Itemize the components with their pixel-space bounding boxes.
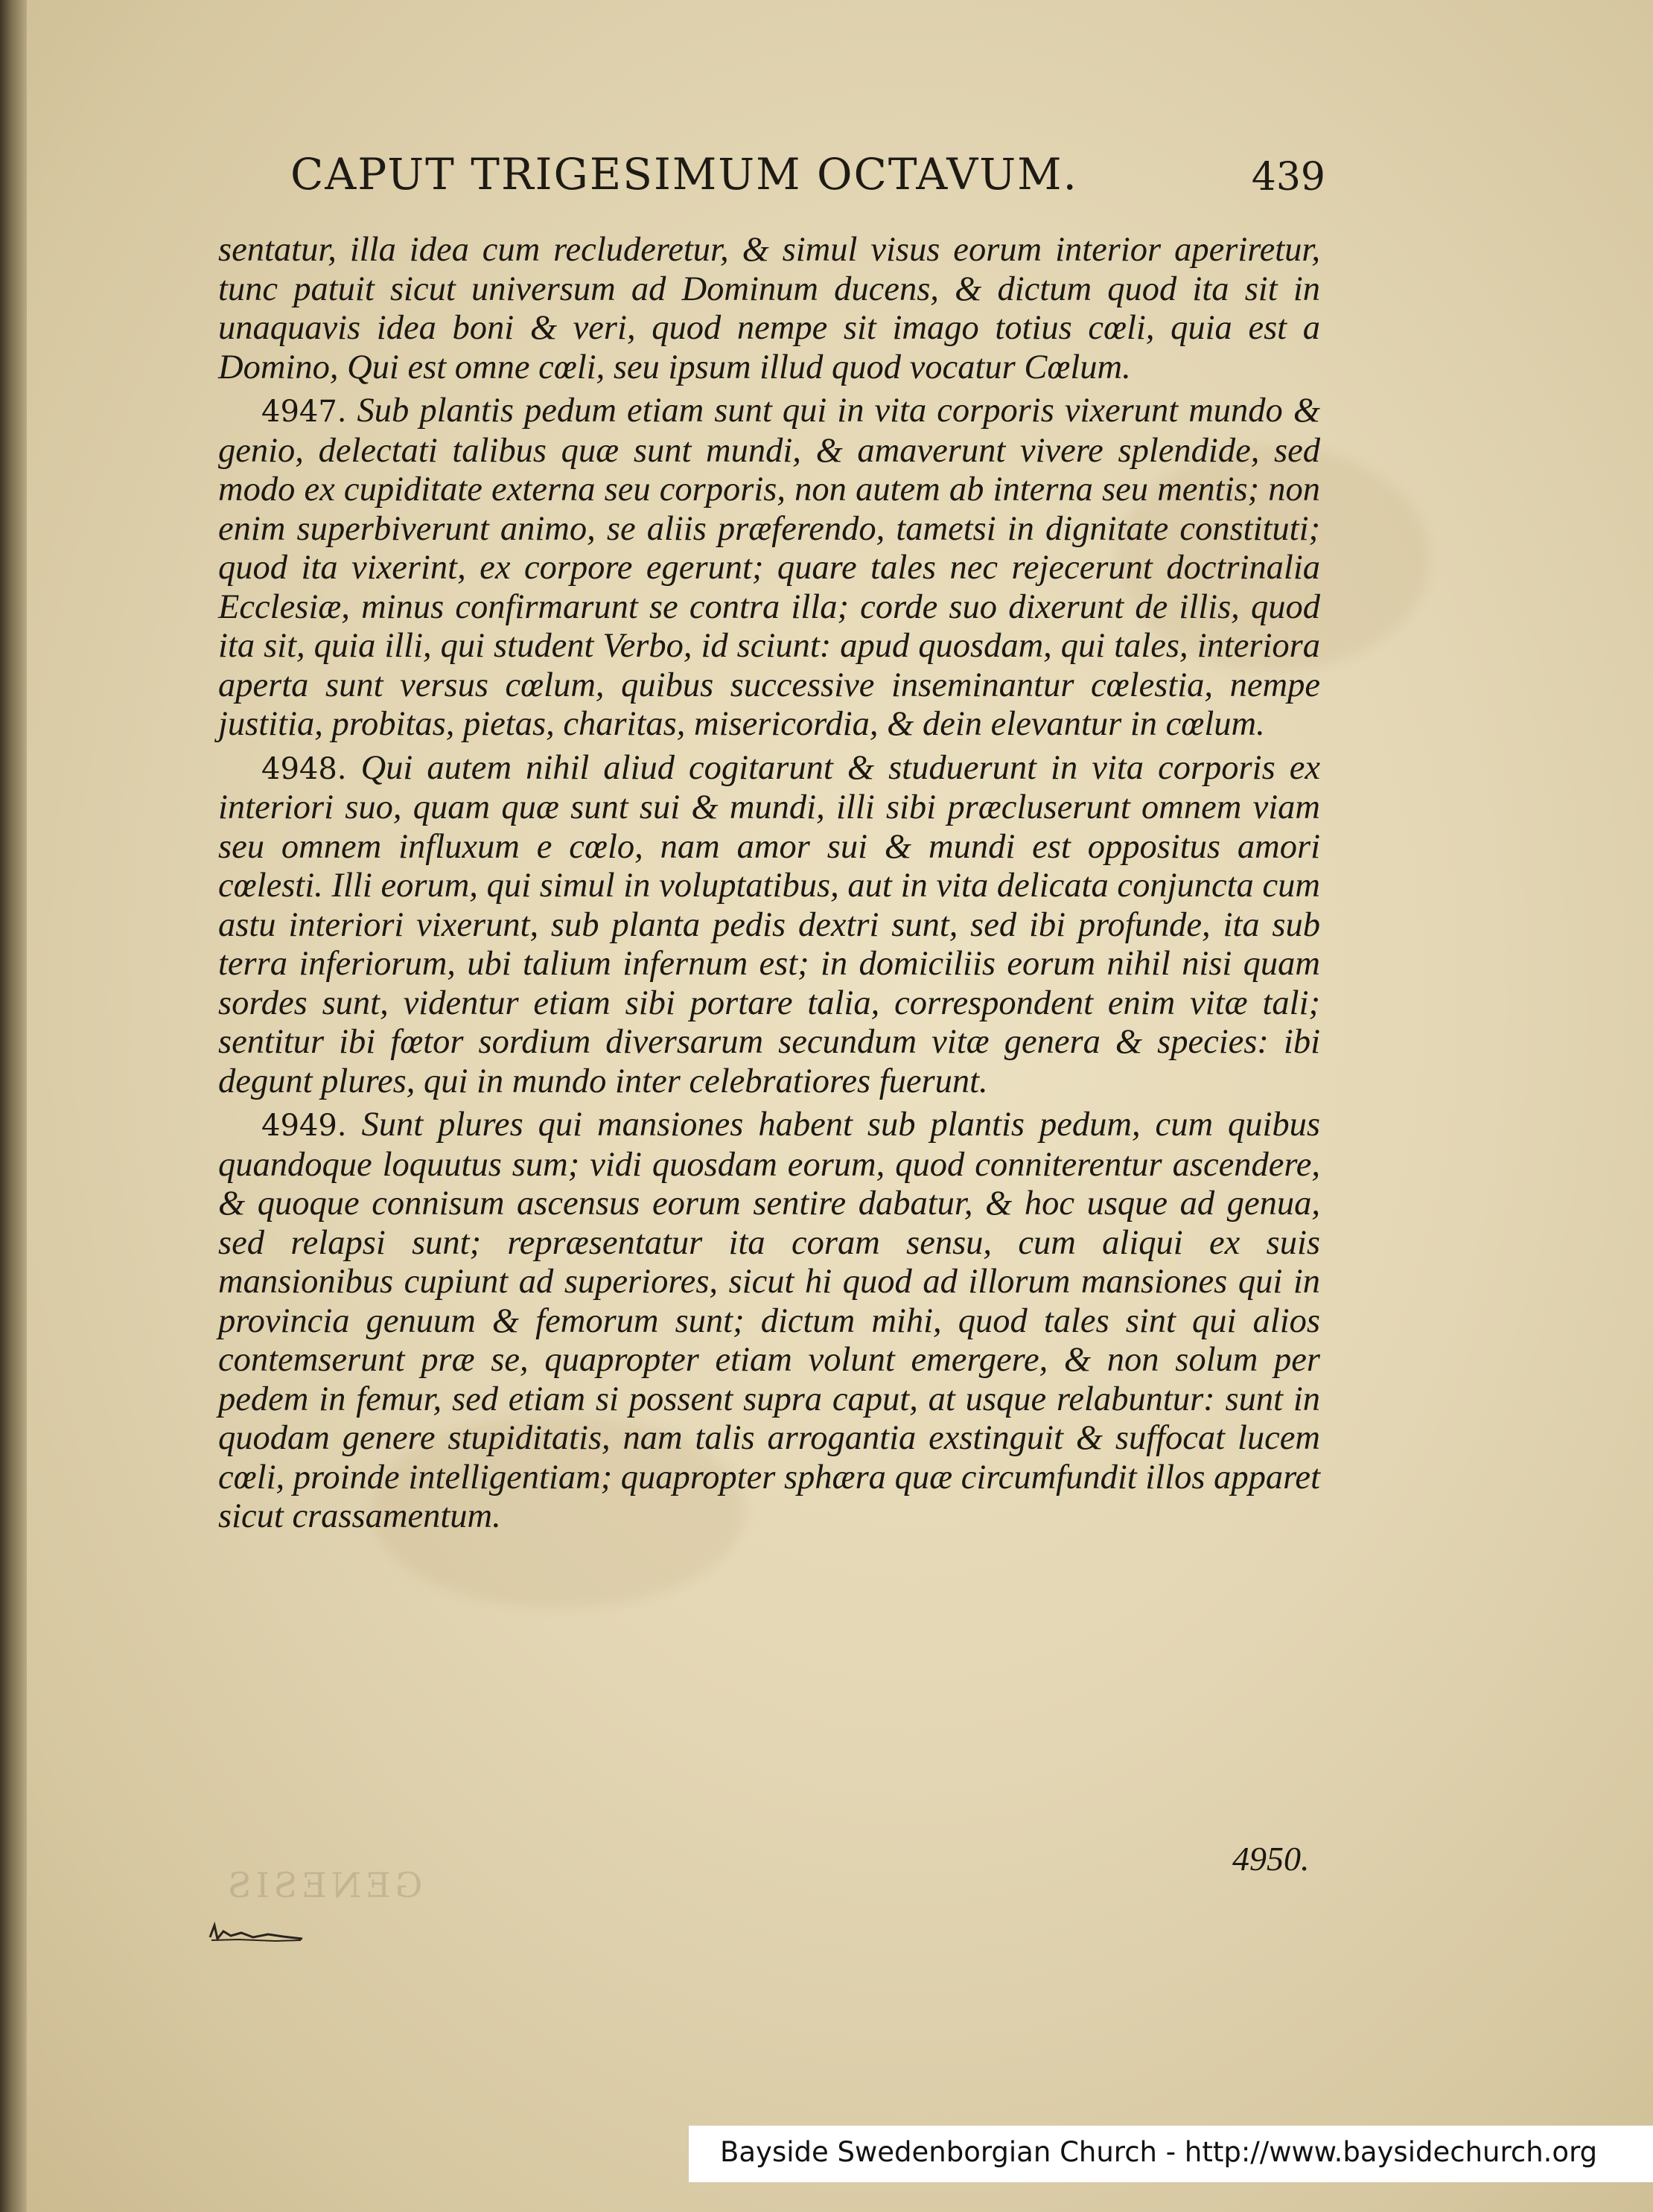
continuation-paragraph: sentatur, illa idea cum recluderetur, & simul visus eorum interior aperiretur, tunc patuit sicut universum ad Dominum ducens, & dictum quod ita sit in unaquavis idea boni & veri, quod nempe sit imago totius cœli, quia est a Domino, Qui est omne cœli, seu ipsum illud quod vocatur Cœlum. xyxy=(218,231,1320,386)
binding-shadow xyxy=(0,0,27,2212)
running-title: CAPUT TRIGESIMUM OCTAVUM. xyxy=(290,149,1078,200)
running-head xyxy=(290,149,1325,208)
bleed-through-text: GENESIS xyxy=(223,1865,423,1905)
paragraph-number: 4949. xyxy=(261,1109,347,1143)
ink-smudge-mark xyxy=(208,1921,305,1943)
page-number: 439 xyxy=(1251,155,1325,200)
body-text xyxy=(218,231,1320,1541)
paragraph-text: Sub plantis pedum etiam sunt qui in vita corporis vixerunt mundo & genio, delectati talibus quæ sunt mundi, & amaverunt vivere splendide, sed modo ex cupiditate externa seu corporis, non autem ab interna seu mentis; non enim superbiverunt animo, se aliis præferendo, tametsi in dignitate constituti; quod ita vixerint, ex corpore egerunt; quare tales nec rejecerunt doctrinalia Ecclesiæ, minus confirmarunt se contra illa; corde suo dixerunt de illis, quod ita sit, quia illi, qui student Verbo, id sciunt: apud quosdam, qui tales, interiora aperta sunt versus cœlum, quibus successive inseminantur cœlestia, nempe justitia, probitas, pietas, charitas, misericordia, & dein elevantur in cœlum. xyxy=(218,392,1320,743)
paragraph-4947 xyxy=(218,392,1320,745)
catchword: 4950. xyxy=(1232,1840,1310,1878)
paragraph-text: Qui autem nihil aliud cogitarunt & studuerunt in vita corporis ex interiori suo, quam quæ sunt sui & mundi, illi sibi præcluserunt omnem viam seu omnem influxum e cœlo, nam amor sui & mundi est oppositus amori cœlesti. Illi eorum, qui simul in voluptatibus, aut in vita delicata conjuncta cum astu interiori vixerunt, sub planta pedis dextri sunt, sed ibi profunde, ita sub terra inferiorum, ubi talium infernum est; in domiciliis eorum nihil nisi quam sordes sunt, videntur etiam sibi portare talia, correspondent enim vitæ tali; sentitur ibi fœtor sordium diversarum secundum vitæ genera & species: ibi degunt plures, qui in mundo inter celebratiores fuerunt. xyxy=(218,748,1320,1100)
paragraph-4948 xyxy=(218,749,1320,1102)
watermark-banner xyxy=(689,2126,1653,2182)
paragraph-4949 xyxy=(218,1106,1320,1537)
watermark-text: Bayside Swedenborgian Church - http://www.baysidechurch.org xyxy=(720,2136,1598,2168)
paragraph-number: 4947. xyxy=(261,395,347,429)
paragraph-number: 4948. xyxy=(261,751,347,786)
paragraph-text: Sunt plures qui mansiones habent sub plantis pedum, cum quibus quandoque loquutus sum; vidi quosdam eorum, quod conniterentur ascendere, & quoque connisum ascensus eorum sentire dabatur, & hoc usque ad genua, sed relapsi sunt; repræsentatur ita coram sensu, cum aliqui ex suis mansionibus cupiunt ad superiores, sicut hi quod ad illorum mansiones qui in provincia genuum & femorum sunt; dictum mihi, quod tales sint qui alios contemserunt præ se, quapropter etiam volunt emergere, & non solum per pedem in femur, sed etiam si possent supra caput, at usque relabuntur: sunt in quodam genere stupiditatis, nam talis arrogantia exstinguit & suffocat lucem cœli, proinde intelligentiam; quapropter sphæra quæ circumfundit illos apparet sicut crassamentum. xyxy=(218,1106,1321,1535)
